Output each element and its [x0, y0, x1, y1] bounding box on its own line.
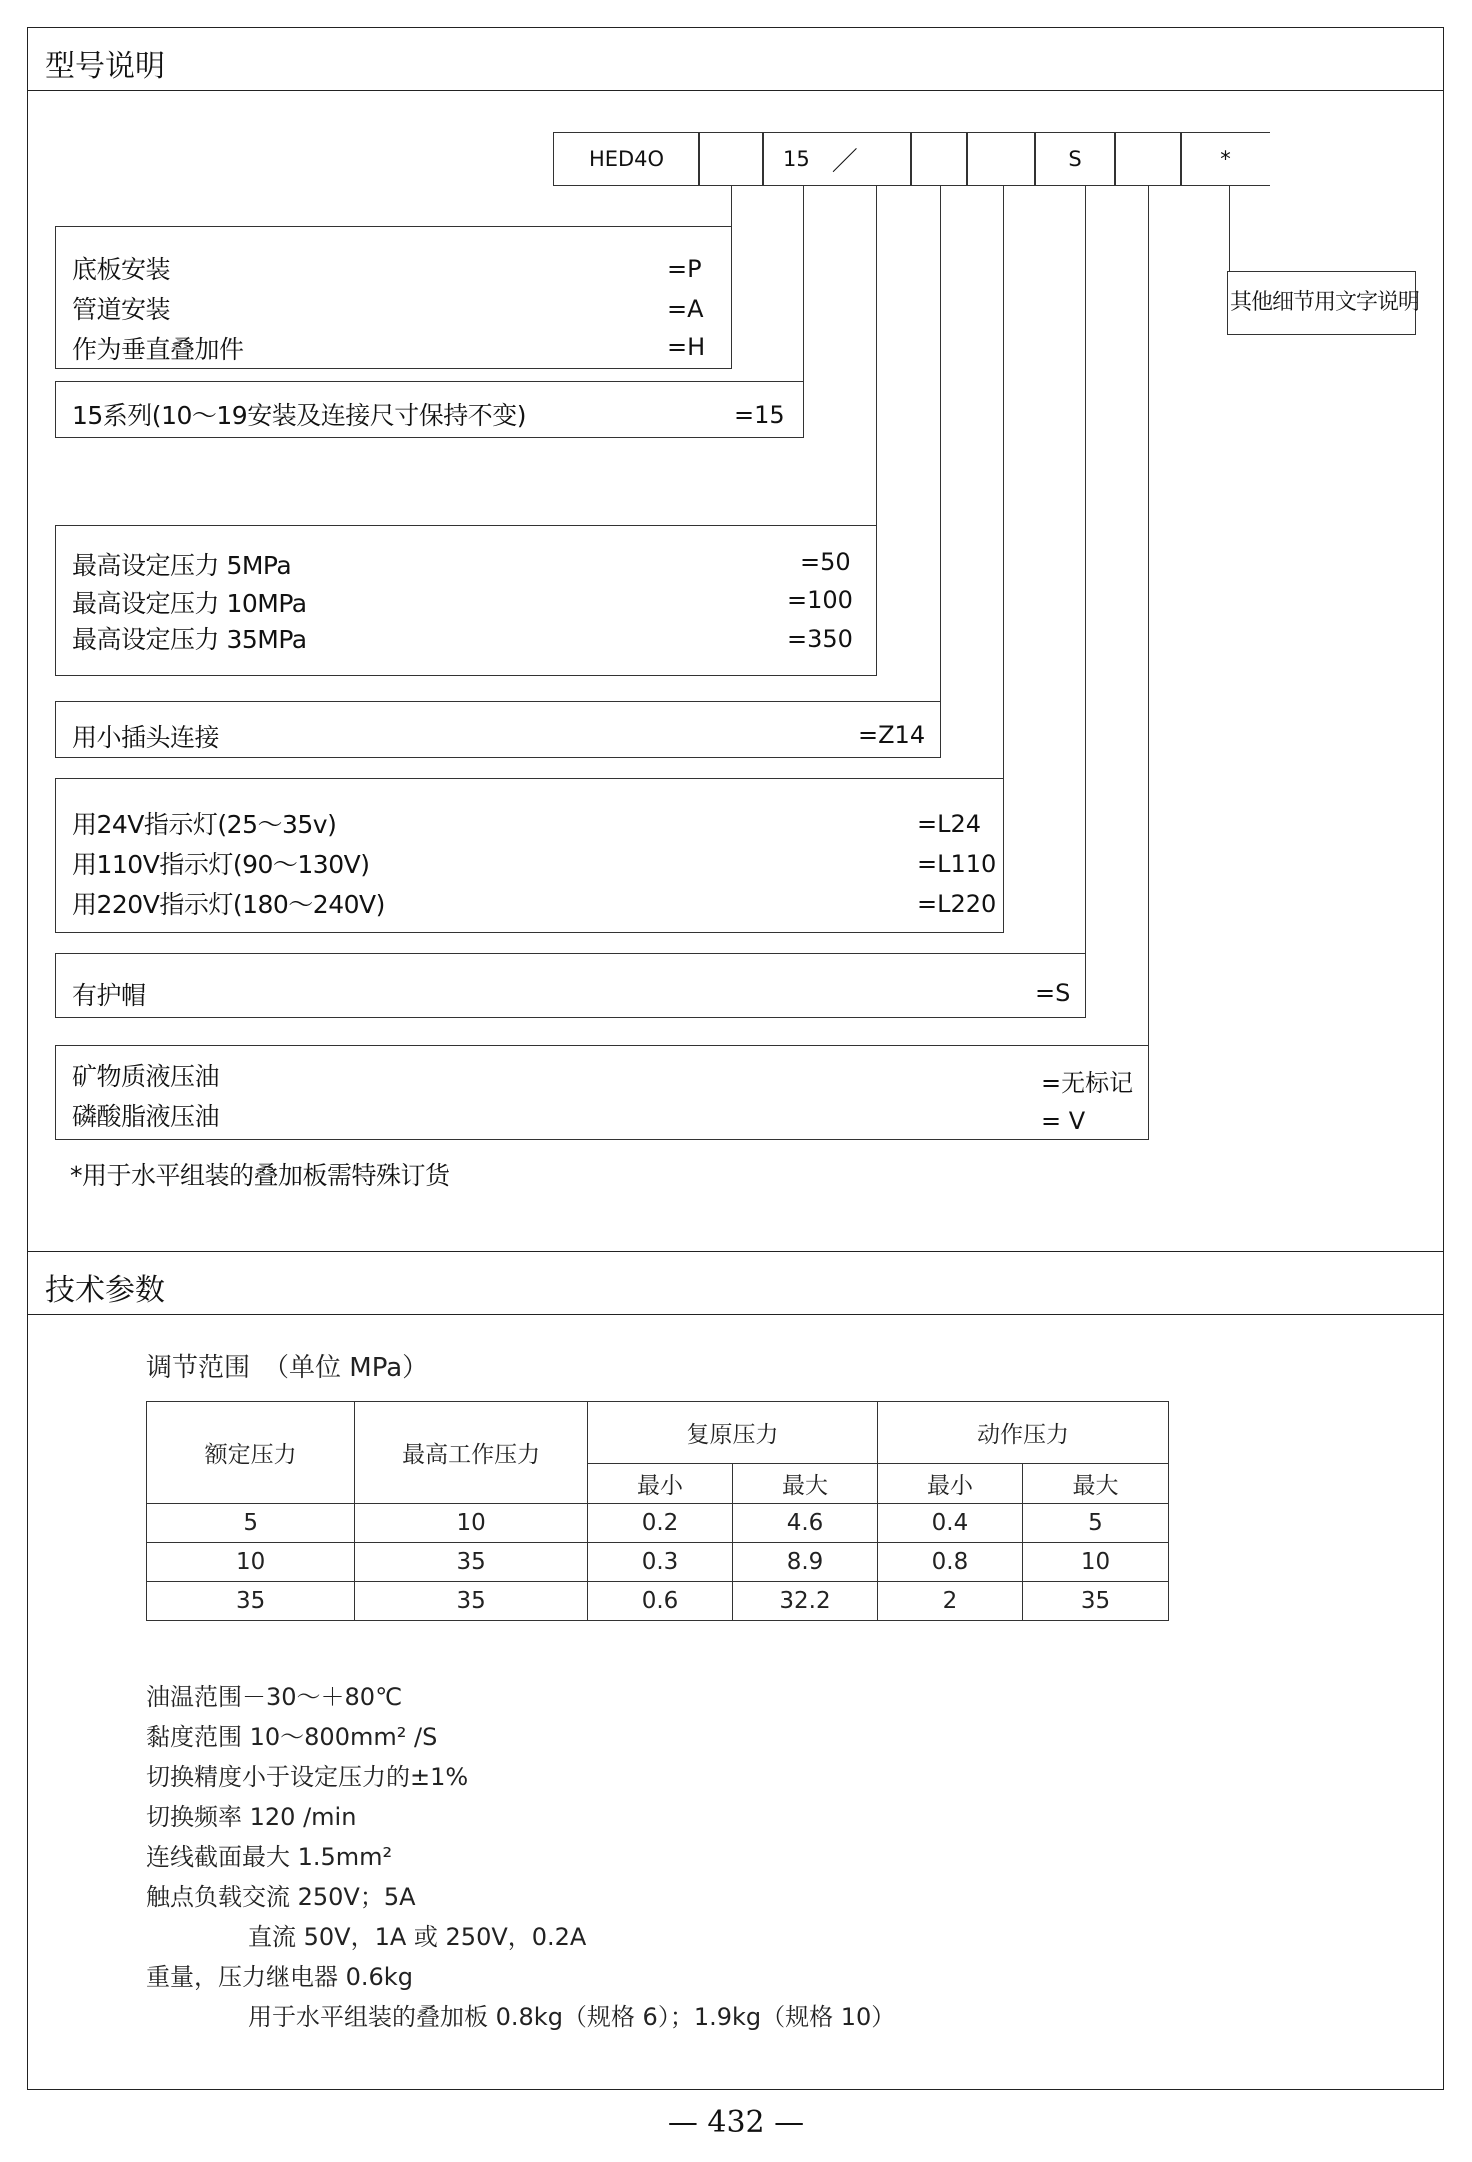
table-cell: 35 [1022, 1582, 1168, 1621]
option-code: =L220 [917, 890, 997, 918]
connector-line [1085, 186, 1086, 958]
table-cell: 35 [147, 1582, 355, 1621]
tech-note: 切换频率 120 /min [146, 1803, 357, 1831]
section-title-model: 型号说明 [45, 49, 165, 84]
connector-line [803, 186, 804, 382]
table-cell: 5 [1022, 1504, 1168, 1543]
table-row [147, 1504, 1169, 1543]
option-code: =350 [787, 625, 853, 653]
section-header-model [27, 27, 1444, 91]
option-code: =L110 [917, 850, 997, 878]
model-cell-fluid [1114, 132, 1182, 186]
connector-line [1229, 186, 1230, 272]
option-code: =S [1035, 979, 1071, 1007]
option-label: 矿物质液压油 [72, 1062, 220, 1091]
header-max-work: 最高工作压力 [355, 1402, 588, 1504]
tech-note: 油温范围－30～＋80℃ [146, 1683, 403, 1711]
table-header-row [147, 1402, 1169, 1464]
header-reset: 复原压力 [588, 1402, 878, 1464]
table-cell: 2 [877, 1582, 1022, 1621]
model-cell-cap: S [1034, 132, 1116, 186]
table-row [147, 1543, 1169, 1582]
option-code: =50 [800, 548, 851, 576]
option-box-series [55, 381, 804, 438]
header-action: 动作压力 [877, 1402, 1168, 1464]
option-code: = V [1041, 1107, 1086, 1135]
option-box-cap [55, 953, 1086, 1018]
model-cell-connector [966, 132, 1036, 186]
table-cell: 0.2 [588, 1504, 733, 1543]
table-cell: 35 [355, 1543, 588, 1582]
table-cell: 8.9 [733, 1543, 878, 1582]
table-cell: 0.6 [588, 1582, 733, 1621]
table-cell: 0.3 [588, 1543, 733, 1582]
option-label: 用110V指示灯(90～130V) [72, 850, 370, 879]
connector-line [1003, 186, 1004, 778]
footnote: *用于水平组装的叠加板需特殊订货 [70, 1161, 450, 1190]
header-min: 最小 [588, 1464, 733, 1504]
tech-note: 触点负载交流 250V；5A [146, 1883, 416, 1911]
option-code: =L24 [917, 810, 982, 838]
table-cell: 10 [355, 1504, 588, 1543]
model-cell-pressure [910, 132, 968, 186]
option-code: =H [667, 333, 706, 361]
option-box-connector [55, 701, 941, 758]
option-label: 用24V指示灯(25～35v) [72, 810, 337, 839]
table-cell: 10 [147, 1543, 355, 1582]
tech-note: 黏度范围 10～800mm² /S [146, 1723, 438, 1751]
connector-line [940, 186, 941, 706]
table-cell: 5 [147, 1504, 355, 1543]
tech-note: 连线截面最大 1.5mm² [146, 1843, 393, 1871]
option-code: =100 [787, 586, 853, 614]
option-label: 管道安装 [72, 295, 171, 324]
header-rated: 额定压力 [147, 1402, 355, 1504]
option-box-lamp [55, 778, 1004, 933]
tech-note: 直流 50V，1A 或 250V，0.2A [248, 1923, 587, 1951]
table-cell: 0.4 [877, 1504, 1022, 1543]
section-header-tech [27, 1251, 1444, 1315]
table-cell: 35 [355, 1582, 588, 1621]
option-label: 15系列(10～19安装及连接尺寸保持不变) [72, 401, 526, 430]
table-cell: 4.6 [733, 1504, 878, 1543]
option-label: 磷酸脂液压油 [72, 1102, 220, 1131]
table-row [147, 1582, 1169, 1621]
table-caption: 调节范围 （单位 MPa） [146, 1353, 429, 1383]
spec-table [146, 1401, 1169, 1621]
connector-line [876, 186, 877, 526]
option-box-fluid [55, 1045, 1149, 1140]
model-cell-base: HED4O [553, 132, 700, 186]
option-label: 最高设定压力 10MPa [72, 589, 307, 618]
option-label: 底板安装 [72, 255, 171, 284]
option-label: 有护帽 [72, 981, 146, 1010]
option-box-mounting [55, 226, 732, 369]
table-cell: 10 [1022, 1543, 1168, 1582]
option-code: =无标记 [1041, 1069, 1134, 1097]
option-label: 作为垂直叠加件 [72, 335, 244, 364]
option-code: =P [667, 255, 702, 283]
option-box-pressure [55, 525, 877, 676]
table-cell: 0.8 [877, 1543, 1022, 1582]
option-code: =A [667, 295, 704, 323]
header-max: 最大 [733, 1464, 878, 1504]
option-label: 用小插头连接 [72, 723, 220, 752]
option-label: 最高设定压力 35MPa [72, 625, 307, 654]
option-code: =Z14 [858, 721, 926, 749]
model-cell-series: 15 ／ [762, 132, 912, 186]
connector-line [731, 186, 732, 226]
header-min: 最小 [877, 1464, 1022, 1504]
model-cell-mounting [698, 132, 764, 186]
option-label: 用220V指示灯(180～240V) [72, 890, 385, 919]
tech-note: 重量，压力继电器 0.6kg [146, 1963, 413, 1991]
option-box-other [1227, 271, 1420, 335]
option-label: 其他细节用文字说明 [1230, 290, 1420, 315]
option-label: 最高设定压力 5MPa [72, 551, 292, 580]
connector-line [1148, 186, 1149, 1046]
model-cell-other: * [1180, 132, 1270, 186]
header-max: 最大 [1022, 1464, 1168, 1504]
page-number: — 432 — [667, 2105, 805, 2140]
section-title-tech: 技术参数 [45, 1273, 165, 1308]
tech-note: 用于水平组装的叠加板 0.8kg（规格 6）；1.9kg（规格 10） [248, 2003, 896, 2031]
option-code: =15 [734, 401, 785, 429]
table-cell: 32.2 [733, 1582, 878, 1621]
tech-note: 切换精度小于设定压力的±1% [146, 1763, 469, 1791]
